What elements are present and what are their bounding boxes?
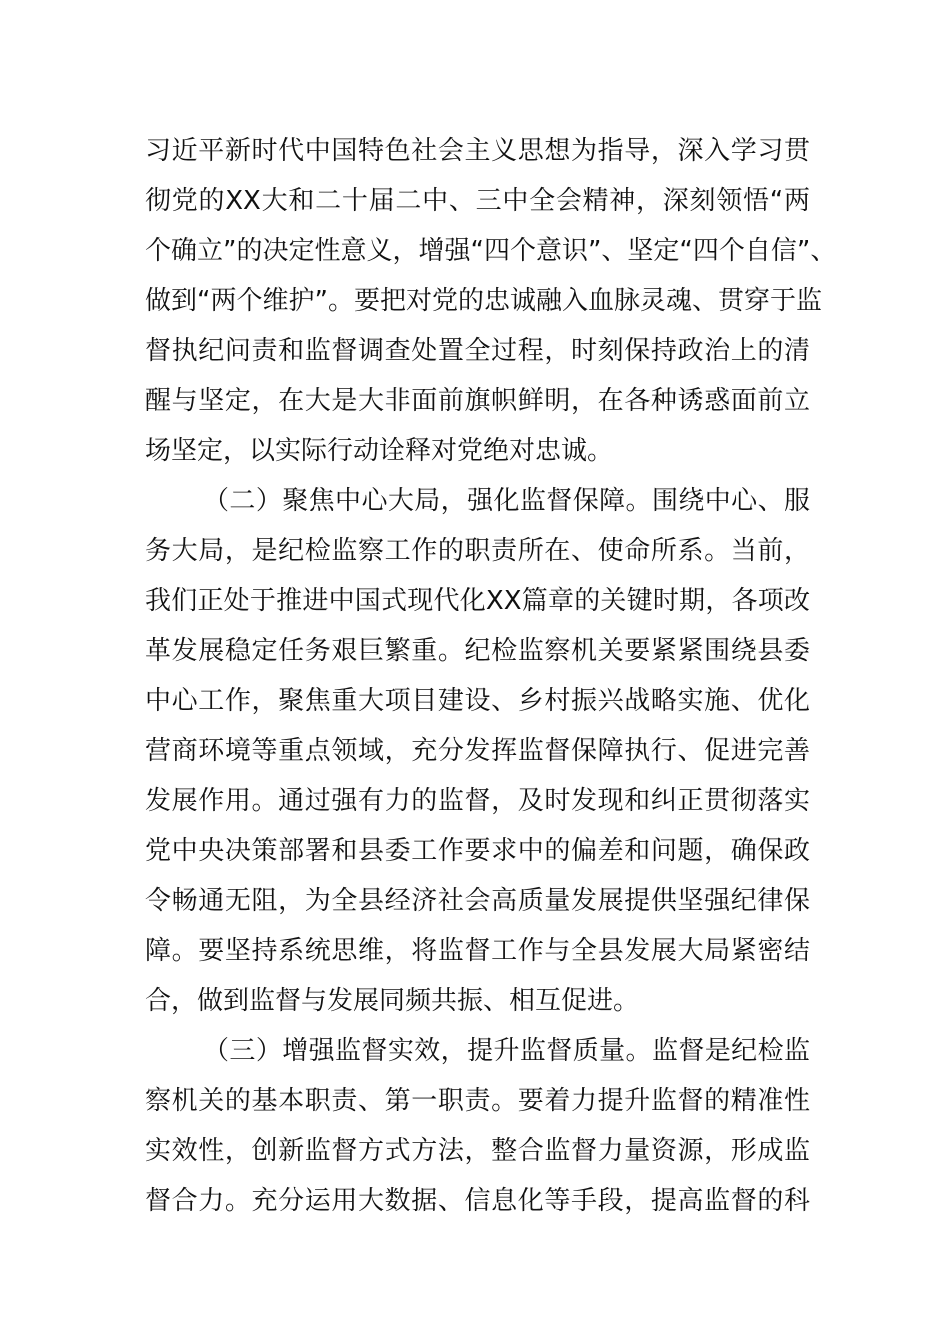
text-line: 场坚定，以实际行动诠释对党绝对忠诚。 [145,436,614,466]
text-line: 营商环境等重点领域，充分发挥监督保障执行、促进完善 [145,736,810,766]
text-line: 合，做到监督与发展同频共振、相互促进。 [145,986,640,1016]
paragraph-3 [145,1026,810,1226]
text-line: 发展作用。通过强有力的监督，及时发现和纠正贯彻落实 [145,786,810,816]
text-line: 革发展稳定任务艰巨繁重。纪检监察机关要紧紧围绕县委 [145,636,810,666]
text-line: 个确立”的决定性意义，增强“四个意识”、坚定“四个自信”、 [145,236,837,266]
paragraph-1 [145,126,837,476]
document-body [145,126,837,1226]
text-line: 督执纪问责和监督调查处置全过程，时刻保持政治上的清 [145,336,810,366]
text-line: 障。要坚持系统思维，将监督工作与全县发展大局紧密结 [145,936,810,966]
paragraph-2 [145,476,810,1026]
text-line: 察机关的基本职责、第一职责。要着力提升监督的精准性 [145,1086,810,1116]
text-line: 党中央决策部署和县委工作要求中的偏差和问题，确保政 [145,836,810,866]
text-line: 我们正处于推进中国式现代化XX篇章的关键时期，各项改 [145,586,810,616]
section-heading-line: （三）增强监督实效，提升监督质量。监督是纪检监 [203,1036,810,1066]
text-line: 令畅通无阻，为全县经济社会高质量发展提供坚强纪律保 [145,886,810,916]
text-line: 督合力。充分运用大数据、信息化等手段，提高监督的科 [145,1186,810,1216]
text-line: 彻党的XX大和二十届二中、三中全会精神，深刻领悟“两 [145,186,810,216]
text-line: 习近平新时代中国特色社会主义思想为指导，深入学习贯 [145,136,810,166]
text-line: 中心工作，聚焦重大项目建设、乡村振兴战略实施、优化 [145,686,810,716]
text-line: 做到“两个维护”。要把对党的忠诚融入血脉灵魂、贯穿于监 [145,286,822,316]
text-line: 务大局，是纪检监察工作的职责所在、使命所系。当前， [145,536,810,566]
section-heading-line: （二）聚焦中心大局，强化监督保障。围绕中心、服 [203,486,810,516]
text-line: 实效性，创新监督方式方法，整合监督力量资源，形成监 [145,1136,810,1166]
text-line: 醒与坚定，在大是大非面前旗帜鲜明，在各种诱惑面前立 [145,386,810,416]
